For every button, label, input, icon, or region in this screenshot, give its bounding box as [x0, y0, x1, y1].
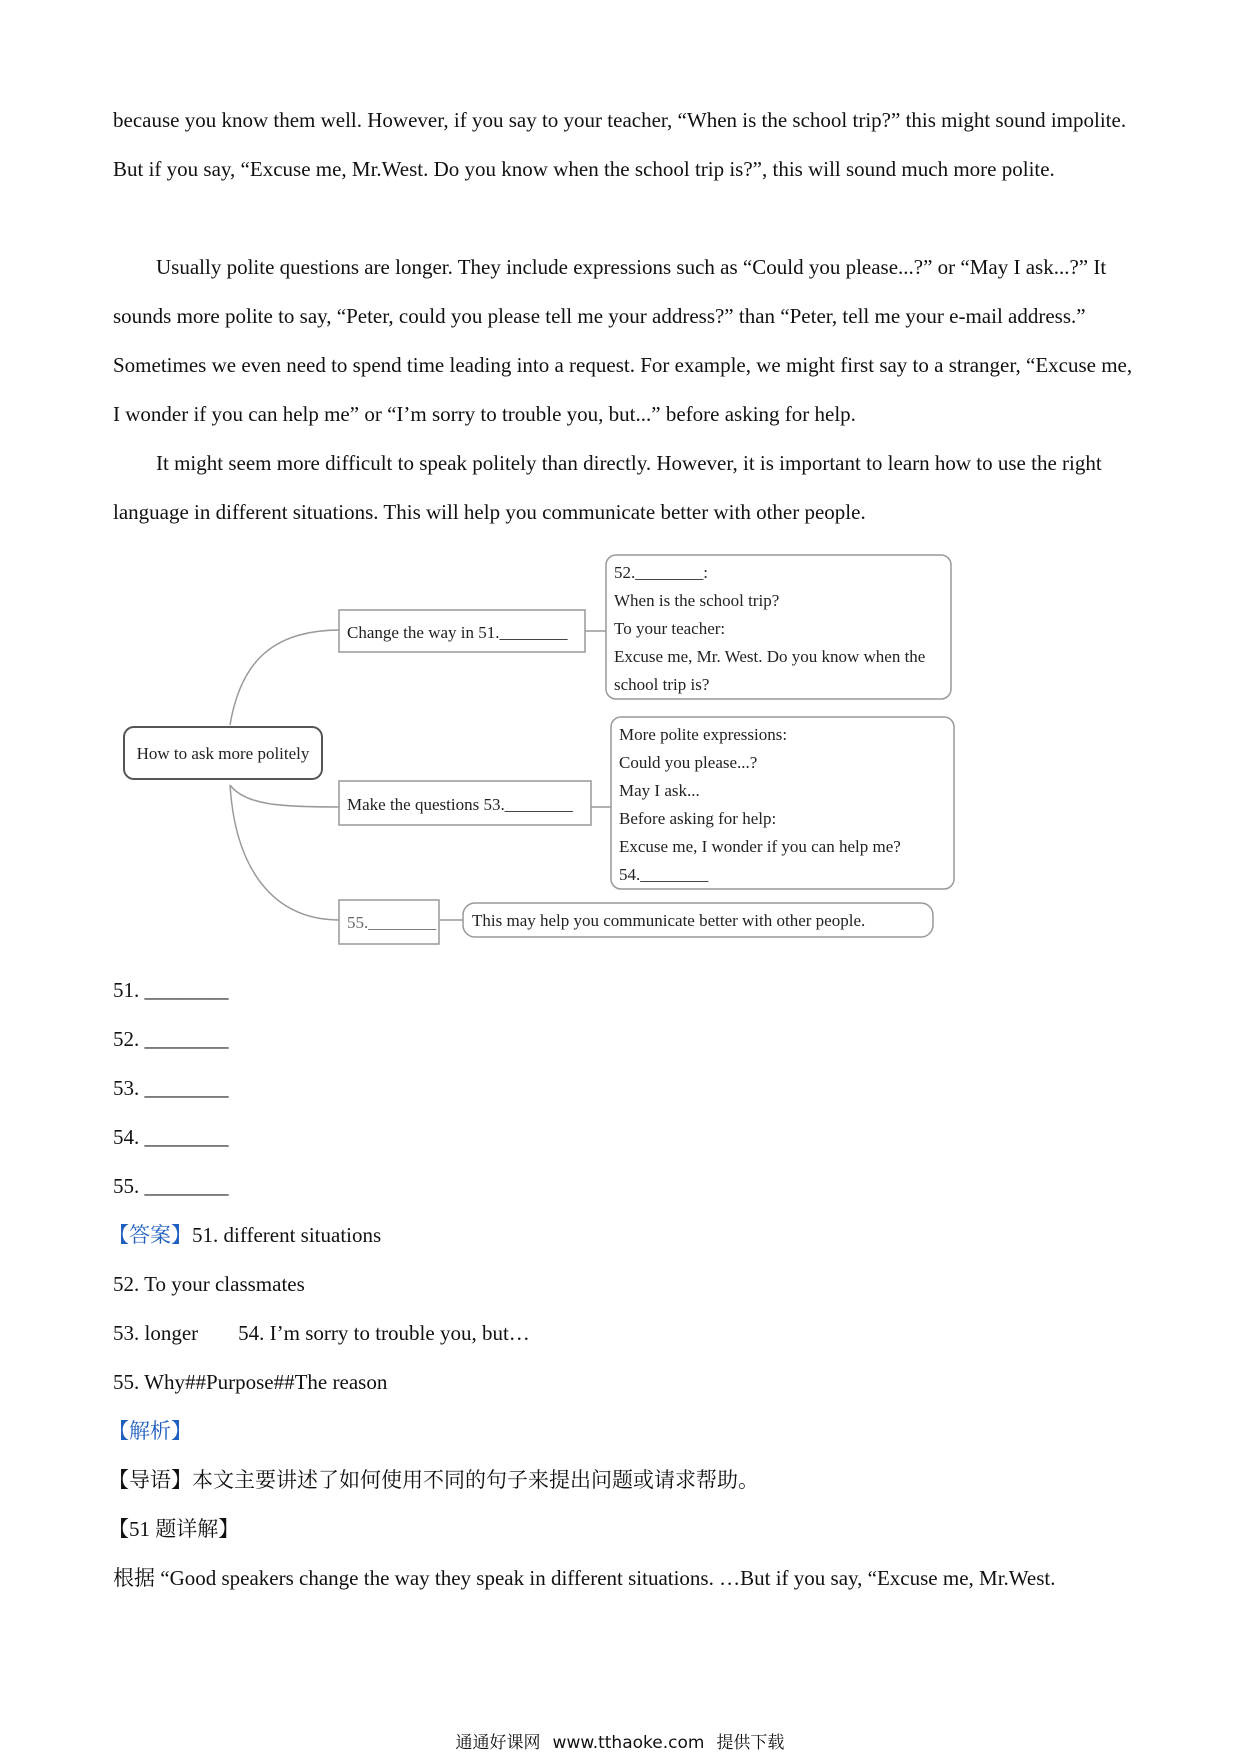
answer-tag: 【答案】	[108, 1223, 192, 1247]
branch-1-label: Change the way in 51.________	[347, 623, 568, 642]
blank-55: 55. ________	[113, 1174, 229, 1198]
branch-3-label: 55.________	[347, 913, 437, 932]
mind-map-diagram	[0, 545, 1240, 945]
footer-url[interactable]: www.tthaoke.com	[552, 1733, 705, 1753]
footer-site-name: 通通好课网	[455, 1733, 541, 1753]
detail-box-3	[463, 903, 933, 937]
analysis-tag: 【解析】	[108, 1419, 192, 1443]
page-footer	[0, 1728, 1240, 1753]
passage-paragraph-1: because you know them well. However, if you say to your teacher, “When is the school trip?” this might sound impolite. But if you say, “Excuse me, Mr.West. Do you know when the school trip is?”, this will sound much more polite.	[113, 108, 1127, 181]
branch-1-node	[339, 610, 585, 652]
answer-line-51	[108, 1221, 381, 1249]
detail-box-3-label: This may help you communicate better with other people.	[472, 911, 866, 930]
analysis-detail-text: 根据 “Good speakers change the way they speak in different situations. …But if you say, “Excuse me, Mr.West.	[113, 1566, 1056, 1590]
detail-box-1-line: Excuse me, Mr. West. Do you know when the	[614, 647, 926, 666]
center-node-label: How to ask more politely	[136, 744, 310, 763]
blank-52: 52. ________	[113, 1027, 229, 1051]
detail-box-2	[611, 717, 954, 889]
analysis-guide: 【导语】本文主要讲述了如何使用不同的句子来提出问题或请求帮助。	[108, 1468, 759, 1492]
detail-box-2-line: Could you please...?	[619, 753, 758, 772]
branch-3-node	[339, 900, 439, 944]
blank-51: 51. ________	[113, 978, 229, 1002]
detail-box-2-line: Before asking for help:	[619, 809, 777, 828]
branch-2-label: Make the questions 53.________	[347, 795, 573, 814]
answer-52: 52. To your classmates	[113, 1272, 305, 1296]
answer-line-53-54	[113, 1319, 530, 1347]
center-node	[124, 727, 322, 779]
detail-box-2-line: More polite expressions:	[619, 725, 788, 744]
blank-54: 54. ________	[113, 1125, 229, 1149]
answer-54: 54. I’m sorry to trouble you, but…	[238, 1321, 530, 1345]
detail-box-1-line: school trip is?	[614, 675, 710, 694]
detail-box-2-line: May I ask...	[619, 781, 700, 800]
footer-note: 提供下载	[716, 1733, 785, 1753]
passage-paragraph-3: It might seem more difficult to speak politely than directly. However, it is important to learn how to use the right language in different situations. This will help you communicate better with other people.	[113, 451, 1102, 524]
passage-paragraph-2: Usually polite questions are longer. They include expressions such as “Could you please...?” or “May I ask...?” It sounds more polite to say, “Peter, could you please tell me your address?” than “Peter, tell me your e-mail address.” Sometimes we even need to spend time leading into a request. For example, we might first say to a stranger, “Excuse me, I wonder if you can help me” or “I’m sorry to trouble you, but...” before asking for help.	[113, 255, 1133, 426]
blank-53: 53. ________	[113, 1076, 229, 1100]
detail-box-1-line: To your teacher:	[614, 619, 726, 638]
detail-box-2-line: 54.________	[619, 865, 709, 884]
detail-box-2-line: Excuse me, I wonder if you can help me?	[619, 837, 901, 856]
detail-box-1-line: When is the school trip?	[614, 591, 780, 610]
detail-box-1	[606, 555, 951, 699]
answer-53: 53. longer	[113, 1321, 199, 1345]
analysis-detail-title: 【51 题详解】	[108, 1517, 240, 1541]
detail-box-1-line: 52.________:	[614, 563, 708, 582]
answer-51: 51. different situations	[192, 1223, 382, 1247]
answer-55: 55. Why##Purpose##The reason	[113, 1370, 388, 1394]
branch-2-node	[339, 781, 591, 825]
